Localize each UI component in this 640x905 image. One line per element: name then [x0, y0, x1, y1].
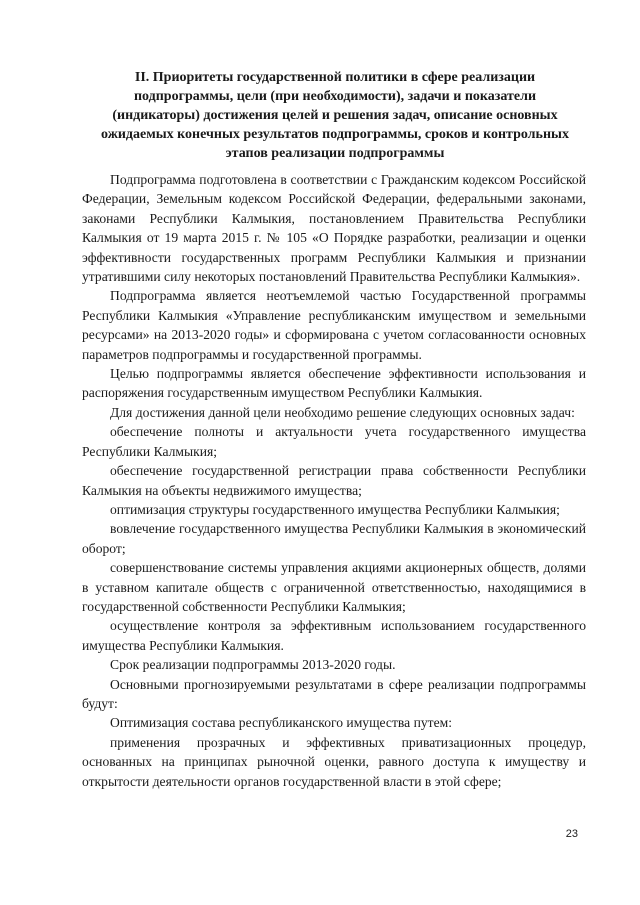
paragraph: Основными прогнозируемыми результатами в сфере реализации подпрограммы будут:	[82, 676, 586, 711]
paragraph: вовлечение государственного имущества Республики Калмыкия в экономический оборот;	[82, 521, 586, 556]
paragraph: применения прозрачных и эффективных приватизационных процедур, основанных на принципах рыночной оценки, равного доступа к имуществу и открытости деятельности органов государственной власти в этой сфере;	[82, 734, 586, 789]
paragraph: обеспечение полноты и актуальности учета государственного имущества Республики Калмыкия;	[82, 424, 586, 459]
paragraph: Срок реализации подпрограммы 2013-2020 годы.	[110, 657, 396, 673]
page-number: 23	[565, 828, 578, 840]
paragraph: Подпрограмма подготовлена в соответствии с Гражданским кодексом Российской Федерации, Земельным кодексом Российской Федерации, федеральными законами, законами Республики Калмыкия, постановлением Правительства Республики Калмыкия от 19 марта 2015 г. № 105 «О Порядке разработки, реализации и оценки эффективности государственных программ Республики Калмыкия и признании утратившими силу некоторых постановлений Правительства Республики Калмыкия».	[82, 172, 586, 285]
paragraph: оптимизация структуры государственного имущества Республики Калмыкия;	[110, 501, 560, 517]
section-heading: II. Приоритеты государственной политики в сфере реализации подпрограммы, цели (при необходимости), задачи и показатели (индикаторы) достижения целей и решения задач, описание основных ожидаемых конечных результатов подпрограммы, сроков и контрольных этапов реализации подпрограммы	[101, 70, 569, 161]
paragraph: осуществление контроля за эффективным использованием государственного имущества Республики Калмыкия.	[82, 618, 586, 653]
paragraph: Для достижения данной цели необходимо решение следующих основных задач:	[110, 404, 575, 420]
paragraph: Целью подпрограммы является обеспечение эффективности использования и распоряжения государственным имуществом Республики Калмыкия.	[82, 366, 586, 401]
document-body	[82, 170, 586, 791]
paragraph: Оптимизация состава республиканского имущества путем:	[110, 715, 453, 731]
paragraph: совершенствование системы управления акциями акционерных обществ, долями в уставном капитале обществ с ограниченной ответственностью, находящимися в государственной собственности Республики Калмыкия;	[82, 560, 586, 614]
paragraph: обеспечение государственной регистрации права собственности Республики Калмыкия на объекты недвижимого имущества;	[82, 463, 586, 498]
paragraph: Подпрограмма является неотъемлемой частью Государственной программы Республики Калмыкия «Управление республиканским имуществом и земельными ресурсами» на 2013-2020 годы» и сформирована с учетом согласованности основных параметров подпрограммы и государственной программы.	[82, 288, 586, 362]
